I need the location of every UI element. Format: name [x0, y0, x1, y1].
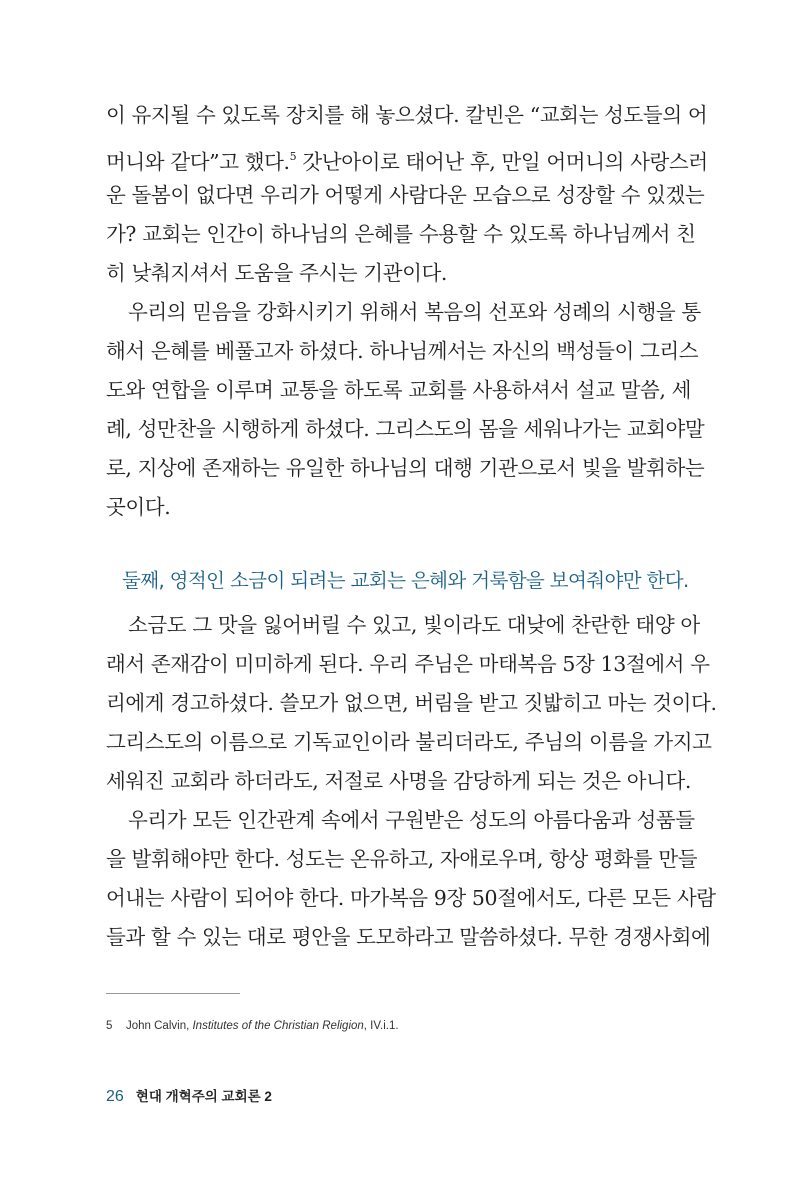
text-line [106, 142, 708, 177]
text-line: 해서 은혜를 베풀고자 하셨다. 하나님께서는 자신의 백성들이 그리스 [106, 339, 699, 363]
page-footer [106, 1085, 272, 1106]
footnote-divider [106, 993, 240, 994]
text-segment: 머니와 같다”고 했다. [106, 150, 290, 174]
text-line: 로, 지상에 존재하는 유일한 하나님의 대행 기관으로서 빛을 발휘하는 [106, 456, 705, 480]
running-title: 현대 개혁주의 교회론 2 [135, 1089, 272, 1104]
text-line: 운 돌봄이 없다면 우리가 어떻게 사람다운 모습으로 성장할 수 있겠는 [106, 183, 705, 207]
text-line: 어내는 사람이 되어야 한다. 마가복음 9장 50절에서도, 다른 모든 사람 [106, 886, 716, 910]
text-line: 우리의 믿음을 강화시키기 위해서 복음의 선포와 성례의 시행을 통 [128, 300, 701, 324]
text-line: 곳이다. [106, 495, 171, 519]
text-line: 도와 연합을 이루며 교통을 하도록 교회를 사용하셔서 설교 말씀, 세 [106, 378, 692, 402]
text-line: 리에게 경고하셨다. 쓸모가 없으면, 버림을 받고 짓밟히고 마는 것이다. [106, 691, 717, 715]
text-line: 이 유지될 수 있도록 장치를 해 놓으셨다. 칼빈은 “교회는 성도들의 어 [106, 103, 708, 127]
footnote-ref: , IV.i.1. [363, 1020, 399, 1032]
text-line: 래서 존재감이 미미하게 된다. 우리 주님은 마태복음 5장 13절에서 우 [106, 652, 710, 676]
text-line: 세워진 교회라 하더라도, 저절로 사명을 감당하게 되는 것은 아니다. [106, 769, 692, 793]
text-line: 그리스도의 이름으로 기독교인이라 불리더라도, 주님의 이름을 가지고 [106, 730, 712, 754]
text-line: 우리가 모든 인간관계 속에서 구원받은 성도의 아름다움과 성품들 [128, 808, 695, 832]
text-line: 례, 성만찬을 시행하게 하셨다. 그리스도의 몸을 세워나가는 교회야말 [106, 417, 705, 441]
text-segment: 갓난아이로 태어난 후, 만일 어머니의 사랑스러 [296, 150, 708, 174]
section-heading: 둘째, 영적인 소금이 되려는 교회는 은혜와 거룩함을 보여줘야만 한다. [122, 569, 689, 592]
text-line: 가? 교회는 인간이 하나님의 은혜를 수용할 수 있도록 하나님께서 친 [106, 222, 696, 246]
text-line: 히 낮춰지셔서 도움을 주시는 기관이다. [106, 261, 448, 285]
footnote-title: Institutes of the Christian Religion [192, 1020, 364, 1032]
text-line: 을 발휘해야만 한다. 성도는 온유하고, 자애로우며, 항상 평화를 만들 [106, 847, 698, 871]
footnote-author: John Calvin, [126, 1020, 193, 1032]
footnote-number: 5 [106, 1020, 113, 1032]
text-line: 소금도 그 맛을 잃어버릴 수 있고, 빛이라도 대낮에 찬란한 태양 아 [128, 613, 700, 637]
page-number: 26 [106, 1088, 124, 1105]
footnote-reference[interactable]: 5 [289, 150, 297, 163]
text-line: 들과 할 수 있는 대로 평안을 도모하라고 말씀하셨다. 무한 경쟁사회에 [106, 925, 711, 949]
footnote [106, 1020, 399, 1032]
